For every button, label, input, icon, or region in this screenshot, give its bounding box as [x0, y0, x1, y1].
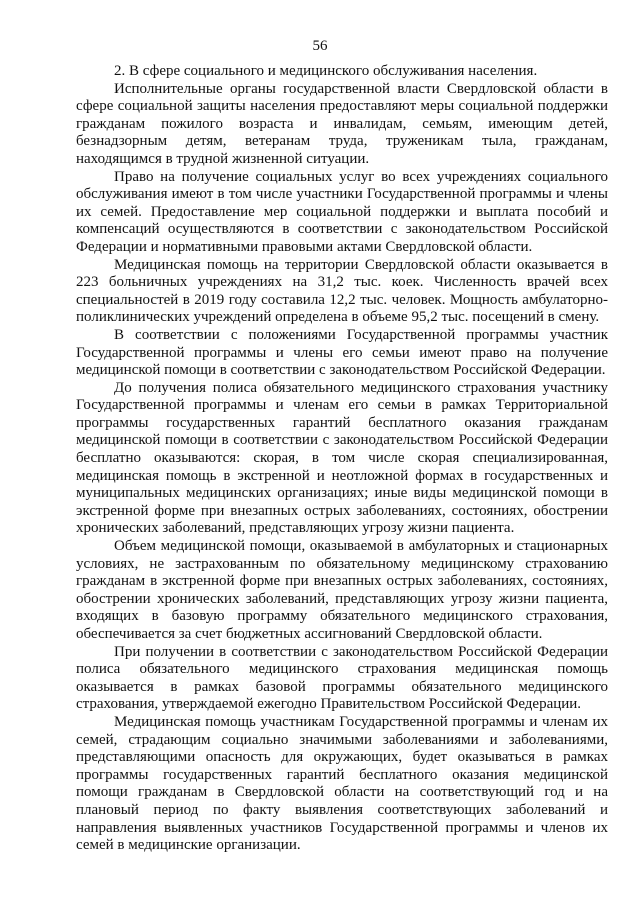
paragraph-social-services: Право на получение социальных услуг во всех учреждениях социального обслуживания имеют в том числе участники Государственной программы и члены их семей. Предоставление мер социальной поддержки и выплата пособий и компенсаций осуществляются в соответствии с законодательством Российской Федерации и нормативными правовыми актами Свердловской области. [76, 168, 608, 255]
page-number: 56 [312, 38, 328, 54]
document-body [76, 63, 608, 855]
paragraph-medical-capacity: Медицинская помощь на территории Свердловской области оказывается в 223 больничных учреждениях на 31,2 тыс. коек. Численность врачей всех специальностей в 2019 году составила 12,2 тыс. человек. Мощность амбулаторно-поликлинических учреждений определена в объеме 95,2 тыс. посещений в смену. [76, 256, 608, 326]
paragraph-before-policy: До получения полиса обязательного медицинского страхования участнику Государственной программы и членам его семьи в рамках Территориальной программы государственных гарантий бесплатного оказания гражданам медицинской помощи в соответствии с законодательством Российской Федерации бесплатно оказываются: скорая, в том числе скорая специализированная, медицинская помощь в экстренной и неотложной формах в государственных и муниципальных медицинских организациях; иные виды медицинской помощи в экстренной форме при внезапных острых заболеваниях, состояниях, обострении хронических заболеваний, представляющих угрозу жизни пациента. [76, 379, 608, 537]
paragraph-significant-diseases: Медицинская помощь участникам Государственной программы и членам их семей, страдающим социально значимыми заболеваниями и заболеваниями, представляющими опасность для окружающих, будет оказываться в рамках программы государственных гарантий бесплатного оказания медицинской помощи гражданам в Свердловской области на соответствующий год и на плановый период по факту выявления соответствующих заболеваний и направления выявленных участников Государственной программы и членов их семей в медицинские организации. [76, 713, 608, 854]
paragraph-uninsured-care: Объем медицинской помощи, оказываемой в амбулаторных и стационарных условиях, не застрахованным по обязательному медицинскому страхованию гражданам в экстренной форме при внезапных острых заболеваниях, состояниях, обострении хронических заболеваний, представляющих угрозу жизни пациента, входящих в базовую программу обязательного медицинского страхования, обеспечивается за счет бюджетных ассигнований Свердловской области. [76, 538, 608, 642]
paragraph-right-to-care: В соответствии с положениями Государственной программы участник Государственной программы и члены его семьи имеют право на получение медицинской помощи в соответствии с законодательством Российской Федерации. [76, 326, 608, 379]
paragraph-with-policy: При получении в соответствии с законодательством Российской Федерации полиса обязательного медицинского страхования медицинская помощь оказывается в рамках базовой программы обязательного медицинского страхования, утверждаемой ежегодно Правительством Российской Федерации. [76, 643, 608, 713]
paragraph-section-heading: 2. В сфере социального и медицинского обслуживания населения. [114, 63, 538, 79]
paragraph-social-support: Исполнительные органы государственной власти Свердловской области в сфере социальной защиты населения предоставляют меры социальной поддержки гражданам пожилого возраста и инвалидам, семьям, имеющим детей, безнадзорным детям, ветеранам труда, труженикам тыла, гражданам, находящимся в трудной жизненной ситуации. [76, 80, 608, 167]
